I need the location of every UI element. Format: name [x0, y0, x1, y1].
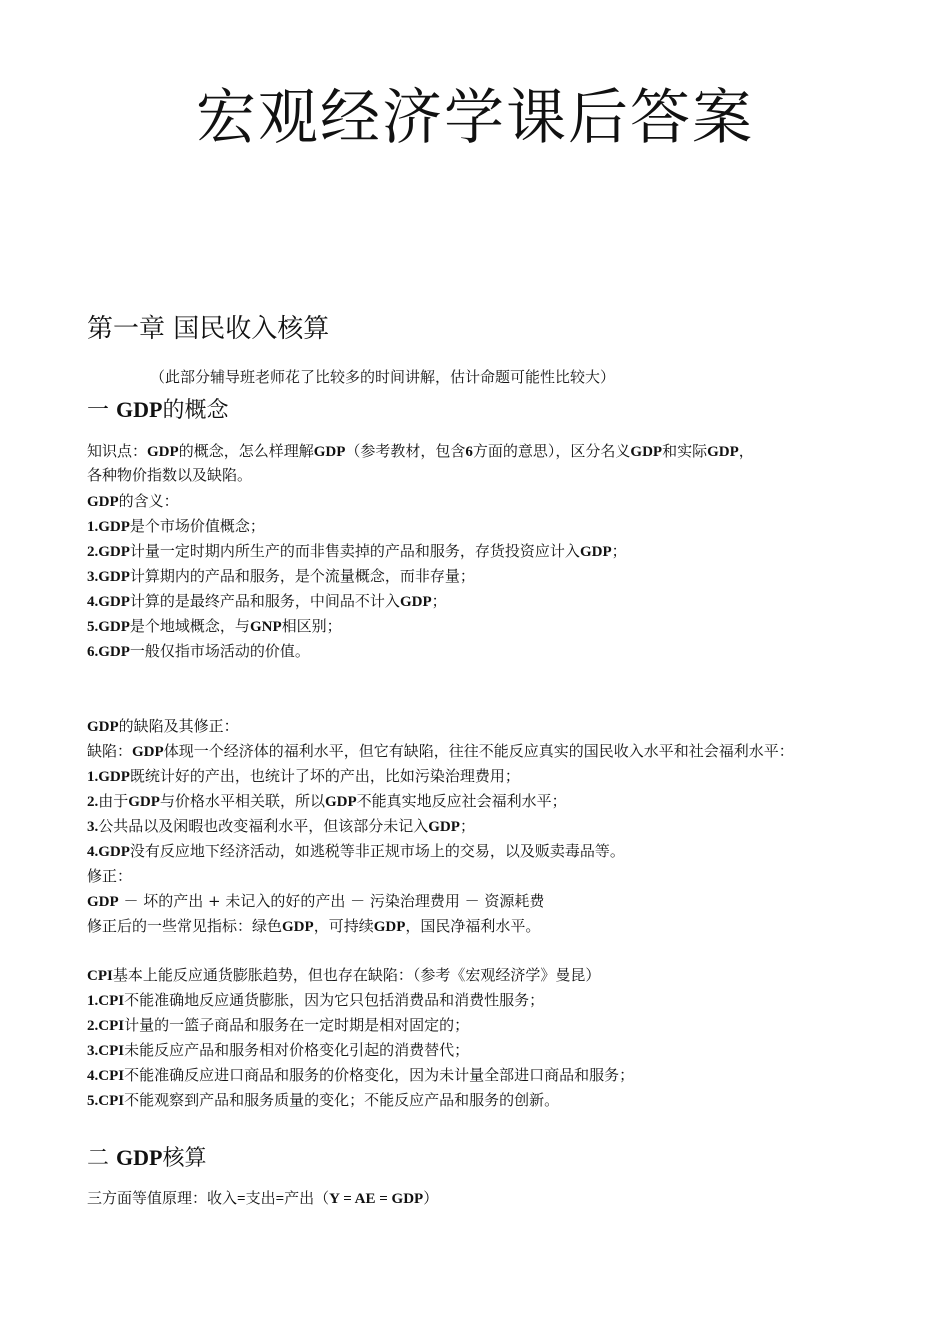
list-item: 4.CPI不能准确反应进口商品和服务的价格变化，因为未计量全部进口商品和服务；: [87, 1066, 635, 1084]
list-item: 5.GDP是个地域概念，与GNP相区别；: [87, 617, 342, 635]
paragraph-line: 三方面等值原理：收入=支出=产出（Y = AE = GDP）: [87, 1189, 439, 1207]
list-item: 2.GDP计量一定时期内所生产的而非售卖掉的产品和服务，存货投资应计入GDP；: [87, 542, 627, 560]
list-item: 4.GDP计算的是最终产品和服务，中间品不计入GDP；: [87, 592, 447, 610]
section-number: 二: [87, 1146, 110, 1171]
section-term: GDP: [116, 1145, 163, 1170]
list-item: 6.GDP一般仅指市场活动的价值。: [87, 642, 310, 660]
paragraph-line: 各种物价指数以及缺陷。: [87, 466, 253, 484]
paragraph-line: GDP的缺陷及其修正：: [87, 717, 239, 735]
paragraph-line: 知识点：GDP的概念，怎么样理解GDP（参考教材，包含6方面的意思），区分名义GDP和实际GDP，: [87, 442, 754, 460]
section-title: 的概念: [162, 398, 229, 423]
section-heading-gdp-accounting: [87, 1143, 206, 1174]
list-item: 2.由于GDP与价格水平相关联，所以GDP不能真实地反应社会福利水平；: [87, 792, 567, 810]
section-heading-gdp-concept: [87, 395, 228, 426]
paragraph-line: 缺陷：GDP体现一个经济体的福利水平，但它有缺陷，往往不能反应真实的国民收入水平和社会福利水平：: [87, 742, 794, 760]
section-number: 一: [87, 398, 110, 423]
list-item: 1.CPI不能准确地反应通货膨胀，因为它只包括消费品和消费性服务；: [87, 991, 545, 1009]
list-item: 1.GDP是个市场价值概念；: [87, 517, 265, 535]
paragraph-line: 修正后的一些常见指标：绿色GDP，可持续GDP，国民净福利水平。: [87, 917, 541, 935]
list-item: 4.GDP没有反应地下经济活动，如逃税等非正规市场上的交易，以及贩卖毒品等。: [87, 842, 625, 860]
chapter-note: （此部分辅导班老师花了比较多的时间讲解，估计命题可能性比较大）: [150, 368, 616, 386]
list-item: 3.公共品以及闲暇也改变福利水平，但该部分未记入GDP；: [87, 817, 475, 835]
paragraph-line: GDP的含义：: [87, 492, 179, 510]
list-item: 3.GDP计算期内的产品和服务，是个流量概念，而非存量；: [87, 567, 475, 585]
chapter-heading: 第一章 国民收入核算: [87, 314, 330, 344]
list-item: 3.CPI未能反应产品和服务相对价格变化引起的消费替代；: [87, 1041, 470, 1059]
list-item: 2.CPI计量的一篮子商品和服务在一定时期是相对固定的；: [87, 1016, 470, 1034]
list-item: 1.GDP既统计好的产出，也统计了坏的产出，比如污染治理费用；: [87, 767, 520, 785]
section-title: 核算: [162, 1146, 207, 1171]
section-term: GDP: [116, 397, 163, 422]
paragraph-line: 修正：: [87, 867, 133, 885]
document-title: 宏观经济学课后答案: [196, 83, 754, 153]
paragraph-line: CPI基本上能反应通货膨胀趋势，但也存在缺陷：（参考《宏观经济学》曼昆）: [87, 966, 601, 984]
formula-line: GDP － 坏的产出 + 未记入的好的产出 － 污染治理费用 － 资源耗费: [87, 892, 545, 910]
list-item: 5.CPI不能观察到产品和服务质量的变化；不能反应产品和服务的创新。: [87, 1091, 560, 1109]
